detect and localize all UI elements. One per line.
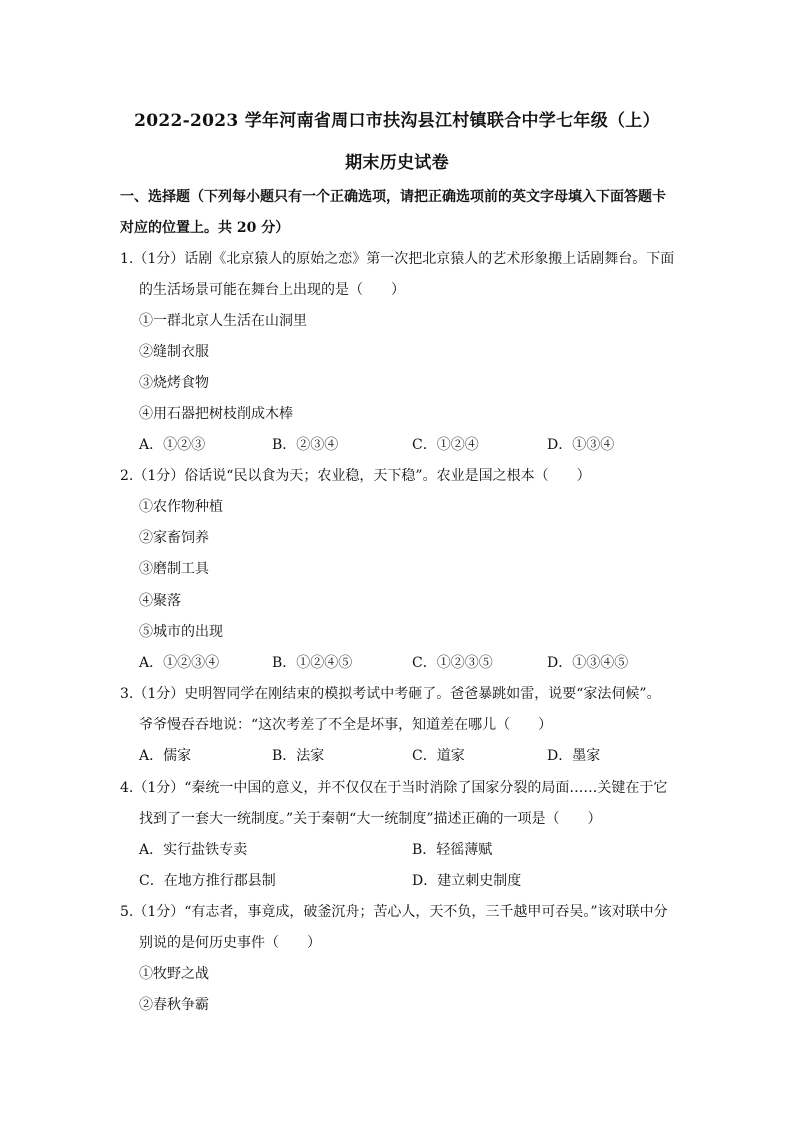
q1-option-d[interactable]: D．①③④ <box>547 437 615 453</box>
q5-item-1: ①牧野之战 <box>139 966 209 982</box>
q5-stem-line-2: 别说的是何历史事件（ ） <box>139 935 321 951</box>
q2-item-2: ②家畜饲养 <box>139 530 209 546</box>
q1-option-c[interactable]: C．①②④ <box>412 437 479 453</box>
q1-item-2: ②缝制衣服 <box>139 344 209 360</box>
q4-option-c[interactable]: C．在地方推行郡县制 <box>139 873 276 889</box>
q5-item-2: ②春秋争霸 <box>139 997 209 1013</box>
q4-option-a[interactable]: A．实行盐铁专卖 <box>139 842 248 858</box>
q1-item-1: ①一群北京人生活在山洞里 <box>139 313 307 329</box>
q1-stem-line-1: 1.（1分）话剧《北京猿人的原始之恋》第一次把北京猿人的艺术形象搬上话剧舞台。下面 <box>120 251 675 267</box>
q4-stem-line-2: 找到了一套大一统制度。”关于秦朝“大一统制度”描述正确的一项是（ ） <box>139 811 602 827</box>
q3-stem-line-2: 爷爷慢吞吞地说：“这次考差了不全是坏事，知道差在哪儿（ ） <box>139 717 553 733</box>
q1-option-a[interactable]: A．①②③ <box>139 437 206 453</box>
q3-stem-line-1: 3.（1分）史明智同学在刚结束的模拟考试中考砸了。爸爸暴跳如雷，说要“家法伺候”。 <box>120 686 661 702</box>
q3-option-a[interactable]: A．儒家 <box>139 748 192 764</box>
q2-option-c[interactable]: C．①②③⑤ <box>412 655 493 671</box>
q1-item-3: ③烧烤食物 <box>139 375 209 391</box>
q2-option-d[interactable]: D．①③④⑤ <box>547 655 629 671</box>
q5-stem-line-1: 5.（1分）“有志者，事竟成，破釜沉舟；苦心人，天不负，三千越甲可吞吴。”该对联中分 <box>120 904 668 920</box>
section-heading-line-1: 一、选择题（下列每小题只有一个正确选项，请把正确选项前的英文字母填入下面答题卡 <box>120 189 666 205</box>
q1-item-4: ④用石器把树枝削成木棒 <box>139 406 293 422</box>
q3-option-c[interactable]: C．道家 <box>412 748 465 764</box>
q3-option-d[interactable]: D．墨家 <box>547 748 601 764</box>
q1-option-b[interactable]: B．②③④ <box>272 437 339 453</box>
q2-option-b[interactable]: B．①②④⑤ <box>272 655 353 671</box>
q2-item-1: ①农作物种植 <box>139 499 223 515</box>
q2-item-3: ③磨制工具 <box>139 561 209 577</box>
q3-option-b[interactable]: B．法家 <box>272 748 325 764</box>
q4-stem-line-1: 4.（1分）“秦统一中国的意义，并不仅仅在于当时消除了国家分裂的局面……关键在于它 <box>120 780 668 796</box>
q4-option-d[interactable]: D．建立刺史制度 <box>412 873 522 889</box>
q4-option-b[interactable]: B．轻徭薄赋 <box>412 842 493 858</box>
section-heading-line-2: 对应的位置上。共 20 分） <box>120 220 290 236</box>
exam-title-line-2: 期末历史试卷 <box>345 153 449 173</box>
q2-option-a[interactable]: A．①②③④ <box>139 655 220 671</box>
q2-item-4: ④聚落 <box>139 593 181 609</box>
q2-stem-line-1: 2.（1分）俗话说“民以食为天；农业稳，天下稳”。农业是国之根本（ ） <box>120 468 591 484</box>
q2-item-5: ⑤城市的出现 <box>139 624 223 640</box>
q1-stem-line-2: 的生活场景可能在舞台上出现的是（ ） <box>139 282 405 298</box>
exam-title-line-1: 2022-2023 学年河南省周口市扶沟县江村镇联合中学七年级（上） <box>134 111 660 131</box>
